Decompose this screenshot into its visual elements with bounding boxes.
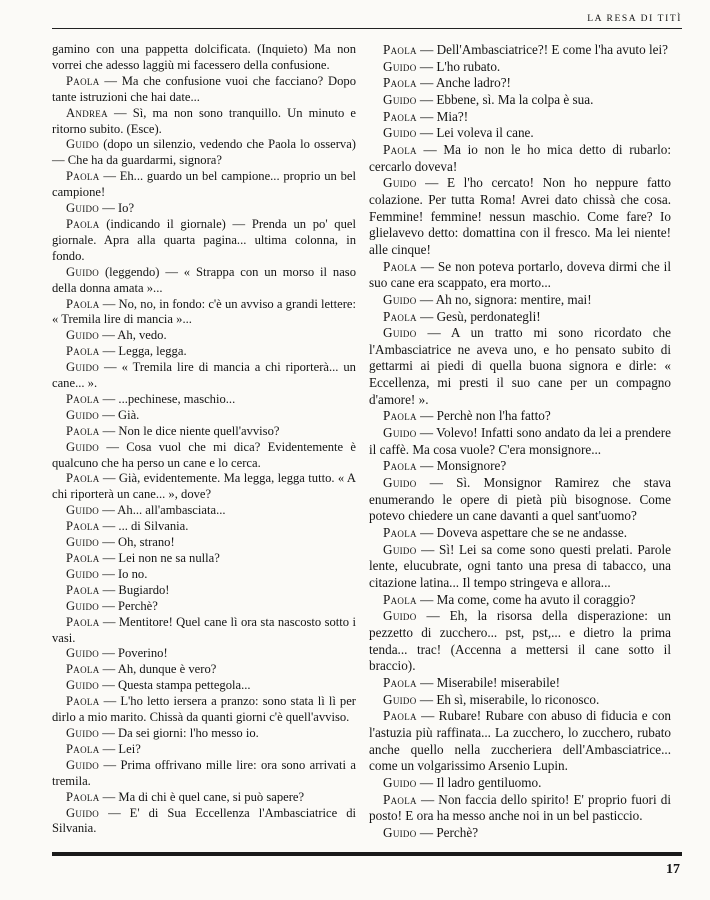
dialogue-paragraph <box>52 806 356 838</box>
speaker-name: Guido <box>383 541 417 557</box>
dialogue-paragraph <box>369 775 671 792</box>
speaker-name: Paola <box>383 408 417 424</box>
dialogue-paragraph <box>52 297 356 329</box>
speaker-name: Guido <box>66 566 100 581</box>
dialogue-paragraph <box>52 758 356 790</box>
dialogue-paragraph <box>369 542 671 592</box>
dialogue-paragraph <box>369 59 671 76</box>
speaker-name: Paola <box>66 519 100 534</box>
speaker-name: Paola <box>66 423 100 438</box>
speaker-name: Guido <box>383 691 417 707</box>
speaker-name: Guido <box>66 598 100 613</box>
dialogue-text: — L'ho letto iersera a pranzo: sono stata lì lì per dirlo a mio marito. Chissà da quanti giorni c'è quell'avviso. <box>52 694 357 725</box>
speaker-name: Guido <box>383 774 417 790</box>
dialogue-text: — Io no. <box>102 566 148 581</box>
speaker-name: Paola <box>383 791 417 807</box>
dialogue-paragraph <box>52 424 356 440</box>
dialogue-text: — A un tratto mi sono ricordato che l'Ambasciatrice ne aveva uno, e ho pensato subito di gettarmi ai piedi di quella buona signora e dirle: « Eccellenza, mi presti il suo cane per un compagno d'amore! ». <box>369 325 671 407</box>
dialogue-text: — Sì. Monsignor Ramirez che stava enumerando le opere di pietà più bisognose. Come potevo chiedere un cane davanti a quel sant'uomo? <box>369 475 671 524</box>
dialogue-paragraph <box>52 408 356 424</box>
speaker-name: Paola <box>383 458 417 474</box>
dialogue-paragraph <box>369 92 671 109</box>
dialogue-text: — Prima offrivano mille lire: ora sono arrivati a tremila. <box>52 757 356 788</box>
speaker-name: Paola <box>383 308 417 324</box>
speaker-name: Paola <box>383 42 417 57</box>
dialogue-text: — Ma che confusione vuoi che facciano? Dopo tante istruzioni che hai date... <box>52 73 356 104</box>
dialogue-paragraph <box>52 726 356 742</box>
speaker-name: Paola <box>383 141 417 157</box>
dialogue-paragraph <box>52 201 356 217</box>
speaker-name: Paola <box>383 108 417 124</box>
dialogue-text: — Eh... guardo un bel campione... proprio un bel campione! <box>52 169 357 200</box>
dialogue-paragraph <box>52 265 356 297</box>
speaker-name: Guido <box>66 360 100 375</box>
speaker-name: Paola <box>383 708 417 724</box>
dialogue-text: — Già. <box>102 407 140 422</box>
dialogue-paragraph <box>52 662 356 678</box>
speaker-name: Guido <box>66 328 100 343</box>
speaker-name: Paola <box>66 741 100 756</box>
dialogue-text: — Ma come, come ha avuto il coraggio? <box>420 591 636 607</box>
dialogue-paragraph <box>369 292 671 309</box>
dialogue-text: — Rubare! Rubare con abuso di fiducia e con l'astuzia più raffinata... La zucchero, lo zucchero, rubato anche quello nella zuccheriera dell'Ambasciatrice... come un volgarissimo Arsenio Lupin. <box>369 708 672 774</box>
speaker-name: Guido <box>66 137 100 152</box>
dialogue-paragraph <box>52 583 356 599</box>
speaker-name: Paola <box>66 296 100 311</box>
dialogue-text: — Monsignore? <box>420 458 507 474</box>
dialogue-text: — Il ladro gentiluomo. <box>419 774 542 790</box>
dialogue-paragraph <box>52 551 356 567</box>
dialogue-paragraph <box>52 742 356 758</box>
dialogue-paragraph <box>369 425 671 458</box>
speaker-name: Paola <box>66 391 100 406</box>
speaker-name: Paola <box>383 75 417 91</box>
speaker-name: Paola <box>66 216 100 231</box>
dialogue-text: — Anche ladro?! <box>420 75 511 91</box>
dialogue-paragraph <box>369 525 671 542</box>
dialogue-text: — Perchè non l'ha fatto? <box>420 408 551 424</box>
text-column-left <box>52 42 356 837</box>
dialogue-text: — Gesù, perdonategli! <box>420 308 541 324</box>
dialogue-paragraph <box>369 708 671 775</box>
dialogue-paragraph <box>52 137 356 169</box>
dialogue-paragraph <box>369 109 671 126</box>
dialogue-paragraph <box>369 309 671 326</box>
speaker-name: Guido <box>383 291 417 307</box>
dialogue-text: — Ah, dunque è vero? <box>102 662 217 677</box>
dialogue-text: — Miserabile! miserabile! <box>420 674 561 690</box>
speaker-name: Paola <box>66 662 100 677</box>
dialogue-text: — Eh, la risorsa della disperazione: un pezzetto di zucchero... pst, pst,... e dietro la prima tenda... trac! (Accenna a mettersi il cane sotto il braccio). <box>369 608 671 674</box>
dialogue-paragraph <box>369 675 671 692</box>
dialogue-paragraph <box>369 325 671 408</box>
speaker-name: Guido <box>383 125 417 141</box>
dialogue-paragraph <box>369 259 671 292</box>
dialogue-paragraph <box>369 475 671 525</box>
dialogue-paragraph <box>369 458 671 475</box>
dialogue-paragraph <box>52 392 356 408</box>
dialogue-paragraph <box>52 567 356 583</box>
dialogue-text: — Doveva aspettare che se ne andasse. <box>420 525 628 541</box>
dialogue-paragraph <box>369 75 671 92</box>
dialogue-text: — Lei? <box>102 741 141 756</box>
speaker-name: Guido <box>66 646 100 661</box>
speaker-name: Guido <box>383 475 417 491</box>
speaker-name: Paola <box>66 614 100 629</box>
dialogue-text: — Dell'Ambasciatrice?! E come l'ha avuto lei? <box>420 42 669 57</box>
dialogue-text: — No, no, in fondo: c'è un avviso a grandi lettere: « Tremila lire di mancia »... <box>52 296 356 327</box>
dialogue-paragraph <box>369 792 671 825</box>
speaker-name: Paola <box>66 344 100 359</box>
dialogue-text: — « Tremila lire di mancia a chi riporterà... un cane... ». <box>52 360 356 391</box>
dialogue-paragraph <box>52 440 356 472</box>
dialogue-text: — Non faccia dello spirito! E' proprio fuori di posto! E ora ha messo anche noi in un bel pasticcio. <box>369 791 672 824</box>
dialogue-text: — Io? <box>102 201 135 216</box>
speaker-name: Guido <box>66 407 100 422</box>
speaker-name: Paola <box>66 551 100 565</box>
speaker-name: Guido <box>66 725 100 740</box>
speaker-name: Paola <box>66 789 100 804</box>
dialogue-text: — Ebbene, sì. Ma la colpa è sua. <box>419 91 594 107</box>
dialogue-paragraph <box>52 169 356 201</box>
dialogue-text: — Cosa vuol che mi dica? Evidentemente è qualcuno che ha perso un cane e lo cerca. <box>52 439 357 470</box>
dialogue-paragraph <box>52 360 356 392</box>
speaker-name: Guido <box>383 325 417 341</box>
dialogue-text: — Ma io non le ho mica detto di rubarlo: cercarlo doveva! <box>369 141 672 174</box>
running-header: LA RESA DI TITÌ <box>587 14 682 24</box>
dialogue-paragraph <box>52 694 356 726</box>
dialogue-text: — Mentitore! Quel cane lì ora sta nascosto sotto i vasi. <box>52 614 356 645</box>
dialogue-paragraph <box>52 615 356 647</box>
dialogue-text: (dopo un silenzio, vedendo che Paola lo osserva) — Che ha da guardarmi, signora? <box>52 137 356 168</box>
dialogue-text: — ...pechinese, maschio... <box>102 391 236 406</box>
dialogue-text: — Perchè? <box>102 598 158 613</box>
dialogue-text: — Lei voleva il cane. <box>419 125 534 141</box>
dialogue-text: — Mia?! <box>420 108 469 124</box>
dialogue-text: — E l'ho cercato! Non ho neppure fatto colazione. Per tutta Roma! Avrei dato chissà che cosa. Femmine! femmine! nessun maschio. Come fare? Io glielavevo detto: domattina con il fresco. Ma lei niente! alle cinque! <box>369 175 671 257</box>
dialogue-paragraph <box>52 344 356 360</box>
dialogue-text: gamino con una pappetta dolcificata. (Inquieto) Ma non vorrei che adesso laggiù mi facessero della confusione. <box>52 42 356 72</box>
dialogue-text: — Lei non ne sa nulla? <box>102 551 220 565</box>
speaker-name: Paola <box>383 591 417 607</box>
speaker-name: Andrea <box>66 105 108 120</box>
dialogue-paragraph <box>369 608 671 675</box>
speaker-name: Paola <box>383 258 417 274</box>
speaker-name: Guido <box>383 175 417 191</box>
speaker-name: Paola <box>66 582 100 597</box>
dialogue-text: — Se non poteva portarlo, doveva dirmi che il suo cane era scappato, era morto... <box>369 258 671 291</box>
speaker-name: Guido <box>383 58 417 74</box>
dialogue-paragraph <box>52 678 356 694</box>
dialogue-paragraph <box>369 408 671 425</box>
dialogue-paragraph <box>52 790 356 806</box>
dialogue-text: — Già, evidentemente. Ma legga, legga tutto. « A chi riporterà un cane... », dove? <box>52 471 357 502</box>
dialogue-text: — Ah... all'ambasciata... <box>102 503 226 518</box>
dialogue-paragraph <box>369 825 671 842</box>
dialogue-text: — Sì! Lei sa come sono questi prelati. Parole lente, elucubrate, ogni tanto una presa di tabacco, una citazione latina... Il tempo stringeva e allora... <box>369 541 672 590</box>
dialogue-paragraph <box>52 328 356 344</box>
page-number: 17 <box>666 862 680 877</box>
dialogue-text: — Ah no, signora: mentire, mai! <box>419 291 592 307</box>
dialogue-text: — L'ho rubato. <box>419 58 501 74</box>
dialogue-text: — ... di Silvania. <box>102 519 189 534</box>
speaker-name: Guido <box>66 535 100 550</box>
footer-divider <box>52 852 682 856</box>
dialogue-text: — Ma di chi è quel cane, si può sapere? <box>102 789 305 804</box>
dialogue-paragraph <box>369 175 671 258</box>
dialogue-text: — Ah, vedo. <box>102 328 167 343</box>
dialogue-paragraph <box>369 125 671 142</box>
dialogue-paragraph <box>52 646 356 662</box>
speaker-name: Guido <box>66 805 100 820</box>
speaker-name: Guido <box>383 425 417 441</box>
speaker-name: Paola <box>66 169 100 184</box>
speaker-name: Paola <box>383 674 417 690</box>
dialogue-text: — Legga, legga. <box>102 344 187 359</box>
speaker-name: Guido <box>383 608 417 624</box>
dialogue-paragraph <box>52 74 356 106</box>
dialogue-paragraph <box>369 42 671 59</box>
speaker-name: Guido <box>66 503 100 518</box>
dialogue-text: — Oh, strano! <box>102 535 175 550</box>
dialogue-text: — Sì, ma non sono tranquillo. Un minuto e ritorno subito. (Esce). <box>52 105 356 136</box>
dialogue-text: — Eh sì, miserabile, lo riconosco. <box>419 691 600 707</box>
speaker-name: Guido <box>66 201 100 216</box>
speaker-name: Guido <box>66 757 100 772</box>
dialogue-paragraph <box>52 535 356 551</box>
dialogue-text: — E' di Sua Eccellenza l'Ambasciatrice di Silvania. <box>52 805 356 836</box>
dialogue-paragraph <box>52 519 356 535</box>
speaker-name: Guido <box>66 678 100 693</box>
speaker-name: Paola <box>66 471 100 486</box>
dialogue-text: — Perchè? <box>419 824 479 840</box>
speaker-name: Guido <box>66 439 100 454</box>
dialogue-paragraph <box>52 599 356 615</box>
dialogue-paragraph <box>52 503 356 519</box>
dialogue-paragraph <box>52 106 356 138</box>
speaker-name: Guido <box>383 91 417 107</box>
text-column-right <box>369 42 671 842</box>
dialogue-text: (indicando il giornale) — Prenda un po' quel giornale. Apra alla quarta pagina... ultima colonna, in fondo. <box>52 216 356 263</box>
header-divider <box>52 28 682 29</box>
dialogue-paragraph <box>52 217 356 265</box>
dialogue-paragraph <box>369 142 671 175</box>
dialogue-text: — Volevo! Infatti sono andato da lei a prendere il caffè. Ma cosa vuole? C'era monsignore... <box>369 425 672 457</box>
dialogue-paragraph <box>52 471 356 503</box>
dialogue-text: — Bugiardo! <box>102 582 170 597</box>
dialogue-text: — Non le dice niente quell'avviso? <box>102 423 280 438</box>
dialogue-text: — Questa stampa pettegola... <box>102 678 251 693</box>
speaker-name: Paola <box>383 525 417 541</box>
dialogue-text: — Da sei giorni: l'ho messo io. <box>102 725 259 740</box>
speaker-name: Guido <box>66 264 100 279</box>
dialogue-text: — Poverino! <box>102 646 168 661</box>
dialogue-paragraph <box>369 592 671 609</box>
dialogue-paragraph <box>52 42 356 74</box>
dialogue-paragraph <box>369 692 671 709</box>
speaker-name: Paola <box>66 694 100 709</box>
speaker-name: Paola <box>66 73 100 88</box>
speaker-name: Guido <box>383 824 417 840</box>
dialogue-text: (leggendo) — « Strappa con un morso il naso della donna amata »... <box>52 264 356 295</box>
